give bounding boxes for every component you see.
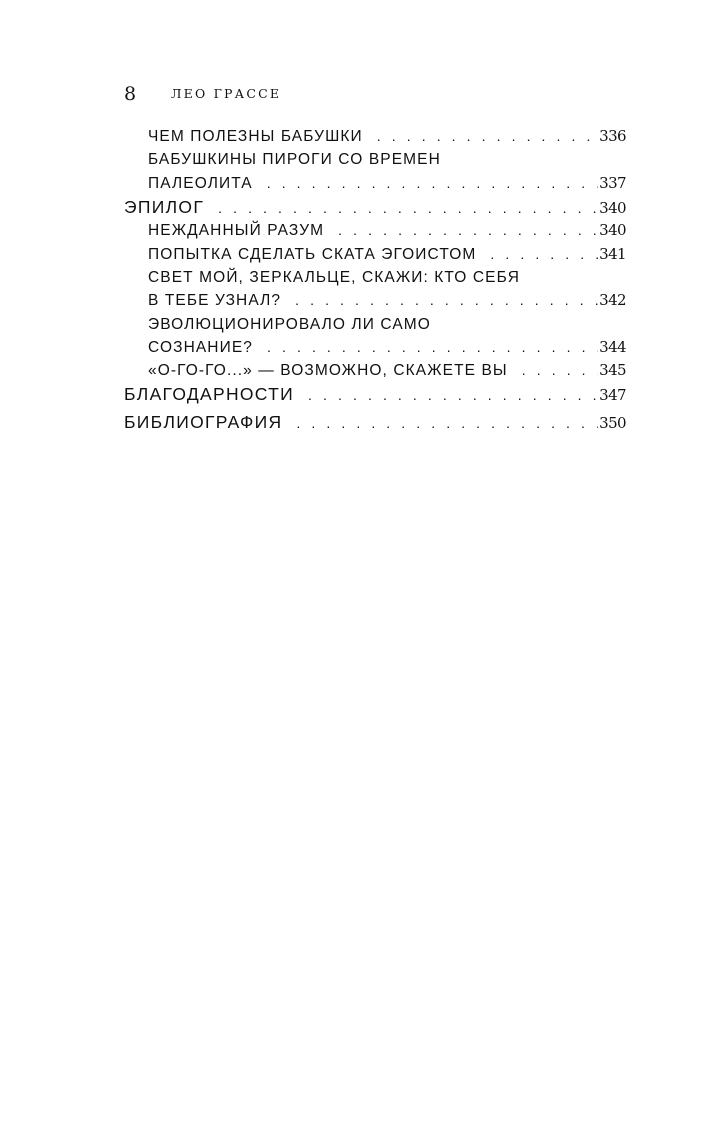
toc-entry-line — [148, 148, 626, 171]
toc-entry-line — [148, 172, 626, 195]
toc-entry-title-continued: ПАЛЕОЛИТА — [148, 174, 253, 192]
toc-dot-leader — [253, 336, 598, 359]
toc-entry-paleolithic-pies[interactable] — [124, 148, 626, 195]
toc-page-number: 347 — [599, 386, 626, 405]
toc-entry-title: ЭВОЛЮЦИОНИРОВАЛО ЛИ САМО — [148, 315, 431, 333]
toc-entry-title: ПОПЫТКА СДЕЛАТЬ СКАТА ЭГОИСТОМ — [148, 245, 477, 263]
toc-entry-title-continued: СОЗНАНИЕ? — [148, 338, 253, 356]
toc-entry-line — [148, 313, 626, 336]
table-of-contents — [124, 125, 626, 434]
toc-page-number: 340 — [599, 221, 626, 240]
toc-entry-title: «О-ГО-ГО...» — ВОЗМОЖНО, СКАЖЕТЕ ВЫ — [148, 362, 508, 380]
toc-entry-consciousness-evolution[interactable] — [124, 313, 626, 360]
toc-entry-grandmothers-benefit[interactable] — [124, 125, 626, 148]
toc-page-number: 336 — [599, 127, 626, 145]
toc-entry-title: БЛАГОДАРНОСТИ — [124, 384, 295, 405]
toc-page-number: 341 — [599, 244, 626, 263]
toc-entry-title: БАБУШКИНЫ ПИРОГИ СО ВРЕМЕН — [148, 151, 441, 169]
toc-entry-title: СВЕТ МОЙ, ЗЕРКАЛЬЦЕ, СКАЖИ: КТО СЕБЯ — [148, 268, 520, 286]
toc-dot-leader — [363, 125, 598, 148]
toc-dot-leader — [282, 411, 598, 436]
toc-entry-epilogue[interactable] — [124, 195, 626, 220]
toc-entry-title-continued: В ТЕБЕ УЗНАЛ? — [148, 292, 282, 310]
toc-entry-line — [148, 359, 626, 382]
toc-entry-title: НЕЖДАННЫЙ РАЗУМ — [148, 222, 325, 240]
toc-page-number: 344 — [599, 337, 626, 356]
toc-entry-line — [124, 410, 626, 435]
toc-dot-leader — [253, 172, 598, 195]
toc-entry-bibliography[interactable] — [124, 410, 626, 435]
toc-entry-line — [124, 195, 626, 220]
toc-dot-leader — [294, 383, 598, 408]
toc-dot-leader — [281, 289, 598, 312]
toc-entry-line — [148, 289, 626, 312]
toc-entry-line — [148, 266, 626, 289]
toc-dot-leader — [204, 196, 598, 221]
toc-entry-line — [124, 382, 626, 407]
toc-entry-you-may-say[interactable] — [124, 359, 626, 382]
toc-dot-leader — [324, 219, 598, 242]
toc-entry-title: ЭПИЛОГ — [124, 196, 205, 217]
toc-entry-line — [148, 125, 626, 148]
toc-dot-leader — [476, 243, 598, 266]
toc-dot-leader — [508, 359, 598, 382]
toc-entry-acknowledgements[interactable] — [124, 382, 626, 407]
toc-entry-selfish-ray[interactable] — [124, 243, 626, 266]
toc-entry-mirror-recognition[interactable] — [124, 266, 626, 313]
toc-page-number: 350 — [599, 413, 626, 432]
toc-page-number: 340 — [599, 198, 626, 217]
toc-entry-line — [148, 219, 626, 242]
toc-page-number: 345 — [599, 361, 626, 380]
toc-page-number: 337 — [599, 173, 626, 192]
running-head-author: ЛЕО ГРАССЕ — [171, 86, 282, 101]
toc-entry-line — [148, 243, 626, 266]
toc-entry-title: ЧЕМ ПОЛЕЗНЫ БАБУШКИ — [148, 128, 363, 145]
toc-entry-line — [148, 336, 626, 359]
toc-page-number: 342 — [599, 291, 626, 310]
page-number: 8 — [124, 83, 137, 105]
toc-entry-title: БИБЛИОГРАФИЯ — [124, 411, 283, 432]
toc-entry-unexpected-mind[interactable] — [124, 219, 626, 242]
